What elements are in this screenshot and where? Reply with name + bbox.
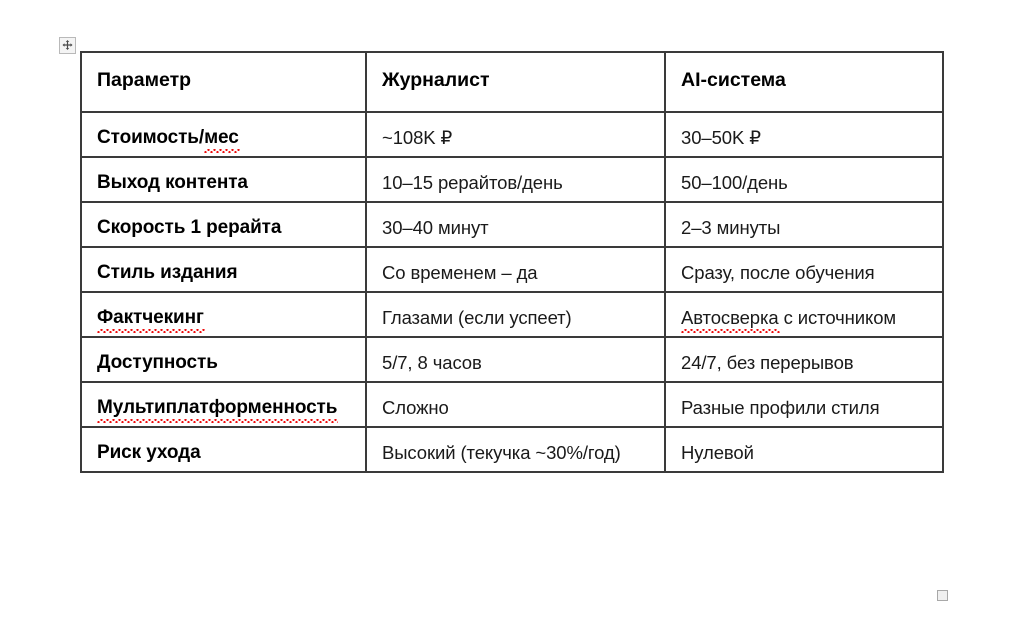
ai-availability-value: 24/7, без перерывов bbox=[681, 352, 854, 373]
cell-ai-availability[interactable] bbox=[665, 337, 943, 382]
parameter-churn-risk-label: Риск ухода bbox=[97, 442, 201, 463]
table-row bbox=[81, 157, 943, 202]
journalist-style-value: Со временем – да bbox=[382, 262, 538, 283]
table-header-row bbox=[81, 52, 943, 112]
journalist-factchecking-value: Глазами (если успеет) bbox=[382, 307, 572, 328]
parameter-availability-label: Доступность bbox=[97, 352, 218, 373]
comparison-table[interactable] bbox=[80, 51, 944, 473]
table-row bbox=[81, 202, 943, 247]
parameter-cost-label: Стоимость/мес bbox=[97, 127, 239, 148]
cell-ai-cost[interactable] bbox=[665, 112, 943, 157]
cell-parameter-cost[interactable] bbox=[81, 112, 366, 157]
cell-ai-style[interactable] bbox=[665, 247, 943, 292]
column-header-journalist[interactable] bbox=[366, 52, 665, 112]
journalist-multiplatform-value: Сложно bbox=[382, 397, 449, 418]
cell-ai-churn-risk[interactable] bbox=[665, 427, 943, 472]
parameter-speed-label: Скорость 1 рерайта bbox=[97, 217, 282, 238]
journalist-cost-value: ~108K ₽ bbox=[382, 127, 453, 148]
cell-parameter-availability[interactable] bbox=[81, 337, 366, 382]
cell-journalist-speed[interactable] bbox=[366, 202, 665, 247]
move-cross-icon bbox=[62, 40, 73, 51]
cell-ai-factchecking[interactable] bbox=[665, 292, 943, 337]
table-row bbox=[81, 112, 943, 157]
spellcheck-underline: Мультиплатформенность bbox=[97, 397, 338, 418]
cell-journalist-multiplatform[interactable] bbox=[366, 382, 665, 427]
ai-output-value: 50–100/день bbox=[681, 172, 788, 193]
column-header-ai-system-label: AI-система bbox=[681, 69, 786, 91]
cell-journalist-output[interactable] bbox=[366, 157, 665, 202]
cell-journalist-availability[interactable] bbox=[366, 337, 665, 382]
cell-journalist-style[interactable] bbox=[366, 247, 665, 292]
cell-journalist-churn-risk[interactable] bbox=[366, 427, 665, 472]
spellcheck-underline: Автосверка bbox=[681, 307, 779, 328]
ai-multiplatform-value: Разные профили стиля bbox=[681, 397, 880, 418]
cell-ai-speed[interactable] bbox=[665, 202, 943, 247]
table-resize-handle[interactable] bbox=[937, 590, 948, 601]
table-move-handle-icon[interactable] bbox=[59, 37, 76, 54]
cell-parameter-speed[interactable] bbox=[81, 202, 366, 247]
ai-cost-value: 30–50K ₽ bbox=[681, 127, 761, 148]
ai-churn-risk-value: Нулевой bbox=[681, 442, 754, 463]
table-row bbox=[81, 247, 943, 292]
cell-parameter-factchecking[interactable] bbox=[81, 292, 366, 337]
journalist-availability-value: 5/7, 8 часов bbox=[382, 352, 482, 373]
journalist-churn-risk-value: Высокий (текучка ~30%/год) bbox=[382, 442, 621, 463]
cell-ai-multiplatform[interactable] bbox=[665, 382, 943, 427]
table-row bbox=[81, 337, 943, 382]
spellcheck-underline: Фактчекинг bbox=[97, 307, 204, 328]
parameter-output-label: Выход контента bbox=[97, 172, 248, 193]
journalist-speed-value: 30–40 минут bbox=[382, 217, 489, 238]
parameter-multiplatform-label bbox=[97, 397, 350, 419]
column-header-parameter-label: Параметр bbox=[97, 69, 192, 91]
parameter-style-label: Стиль издания bbox=[97, 262, 238, 283]
ai-style-value: Сразу, после обучения bbox=[681, 262, 875, 283]
cell-parameter-multiplatform[interactable] bbox=[81, 382, 366, 427]
table-row bbox=[81, 292, 943, 337]
table-row bbox=[81, 382, 943, 427]
parameter-factchecking-label bbox=[97, 307, 350, 329]
journalist-output-value: 10–15 рерайтов/день bbox=[382, 172, 563, 193]
ai-speed-value: 2–3 минуты bbox=[681, 217, 781, 238]
cell-ai-output[interactable] bbox=[665, 157, 943, 202]
ai-factchecking-value: Автосверка с источником bbox=[681, 307, 897, 328]
cell-journalist-cost[interactable] bbox=[366, 112, 665, 157]
spellcheck-underline: мес bbox=[204, 127, 239, 148]
cell-parameter-output[interactable] bbox=[81, 157, 366, 202]
cell-journalist-factchecking[interactable] bbox=[366, 292, 665, 337]
column-header-journalist-label: Журналист bbox=[382, 69, 490, 91]
column-header-parameter[interactable] bbox=[81, 52, 366, 112]
cell-parameter-churn-risk[interactable] bbox=[81, 427, 366, 472]
column-header-ai-system[interactable] bbox=[665, 52, 943, 112]
table-row bbox=[81, 427, 943, 472]
cell-parameter-style[interactable] bbox=[81, 247, 366, 292]
